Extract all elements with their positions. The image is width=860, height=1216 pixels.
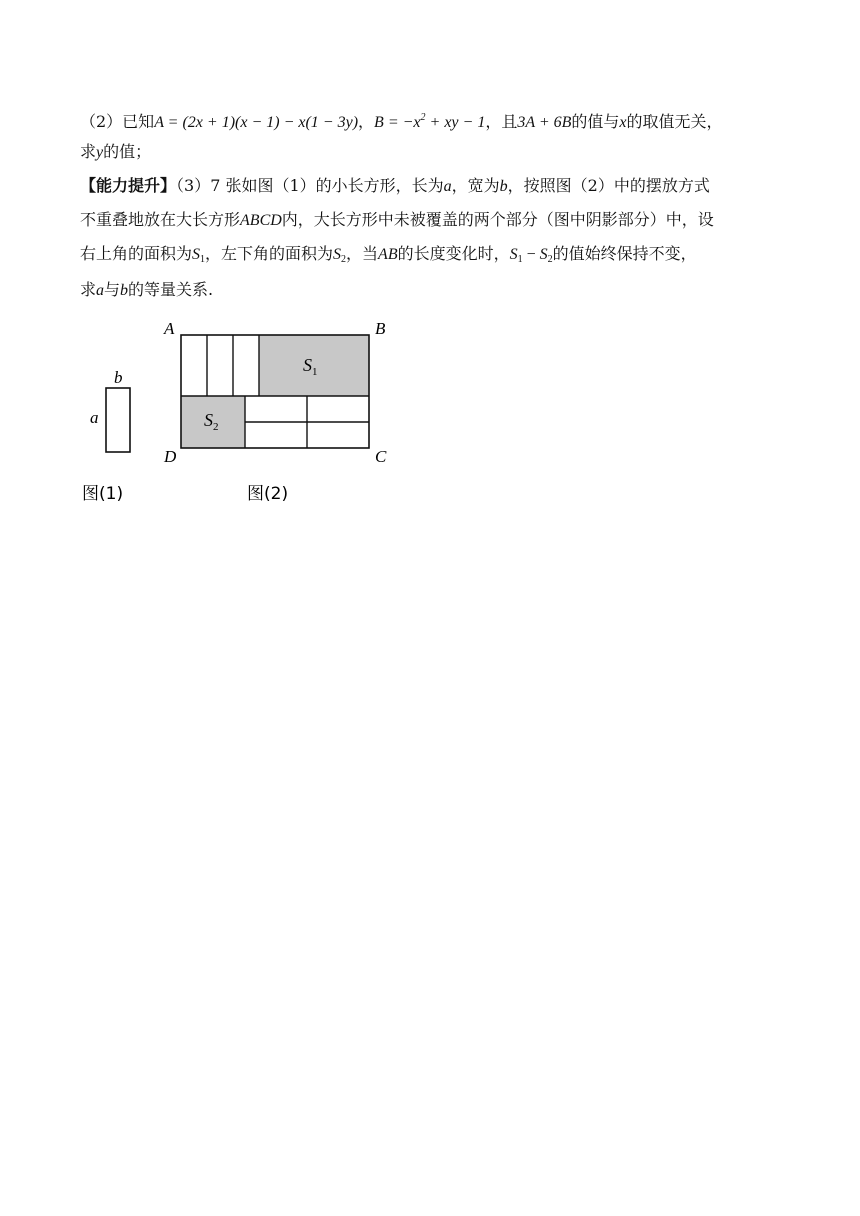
formula-B-part: B = −x bbox=[374, 114, 421, 131]
label-s2-subscript: 2 bbox=[213, 421, 219, 433]
label-a: a bbox=[90, 408, 99, 427]
text-segment: 内，大长方形中未被覆盖的两个部分（图中阴影部分）中，设 bbox=[281, 210, 714, 229]
symbol-S: S bbox=[539, 246, 548, 263]
label-s1-letter: S bbox=[303, 355, 312, 375]
subscript-1: 1 bbox=[200, 254, 206, 265]
problem3-line4 bbox=[80, 280, 213, 301]
corner-a: A bbox=[164, 319, 175, 338]
text-segment: ，宽为 bbox=[451, 176, 500, 195]
var-a: a bbox=[96, 282, 105, 299]
figure-2-caption: 图(2) bbox=[247, 484, 289, 504]
text-segment: 的值与 bbox=[571, 112, 620, 131]
label-s2-letter: S bbox=[204, 410, 213, 430]
var-y: y bbox=[96, 144, 104, 161]
problem2-line2 bbox=[80, 142, 151, 163]
problem2-line1 bbox=[80, 108, 723, 133]
text-segment: 右上角的面积为 bbox=[80, 244, 193, 263]
problem3-line2 bbox=[80, 210, 714, 231]
var-a: a bbox=[443, 178, 452, 195]
figure-2 bbox=[163, 319, 387, 504]
var-abcd: ABCD bbox=[240, 212, 282, 229]
var-x: x bbox=[619, 114, 627, 131]
corner-c: C bbox=[375, 447, 387, 466]
figure-1 bbox=[82, 368, 130, 504]
formula-B bbox=[374, 114, 485, 131]
text-segment: 的值始终保持不变， bbox=[552, 244, 697, 263]
symbol-S: S bbox=[192, 246, 201, 263]
corner-b: B bbox=[375, 319, 386, 338]
formula-B-part: + xy − 1 bbox=[425, 114, 486, 131]
text-segment: ，左下角的面积为 bbox=[205, 244, 334, 263]
formula-S1-minus-S2 bbox=[510, 246, 553, 263]
text-segment: 求 bbox=[80, 142, 97, 161]
text-segment: （3）7 张如图（1）的小长方形，长为 bbox=[176, 176, 444, 195]
subscript-2: 2 bbox=[547, 254, 553, 265]
symbol-S: S bbox=[333, 246, 342, 263]
text-segment: 求 bbox=[80, 280, 97, 299]
text-segment: ，且 bbox=[485, 112, 518, 131]
symbol-S2 bbox=[333, 246, 346, 263]
formula-B-exponent: 2 bbox=[420, 112, 426, 123]
symbol-S: S bbox=[509, 246, 518, 263]
subscript-1: 1 bbox=[517, 254, 523, 265]
corner-d: D bbox=[164, 447, 177, 466]
var-ab: AB bbox=[378, 246, 398, 263]
text-segment: 的等量关系. bbox=[128, 280, 214, 299]
text-segment: 的长度变化时， bbox=[397, 244, 510, 263]
var-b: b bbox=[499, 178, 508, 195]
figure-1-caption: 图(1) bbox=[82, 484, 124, 504]
rectangle-figures bbox=[78, 314, 398, 514]
text-segment: ，按照图（2）中的摆放方式 bbox=[507, 176, 710, 195]
problem3-line1 bbox=[80, 176, 710, 197]
formula-3A-6B: 3A + 6B bbox=[517, 114, 572, 131]
minus-sign: − bbox=[522, 246, 540, 263]
text-segment: ，当 bbox=[346, 244, 379, 263]
text-segment: 与 bbox=[104, 280, 121, 299]
symbol-S1 bbox=[192, 246, 205, 263]
label-b: b bbox=[114, 368, 123, 387]
formula-A: A = (2x + 1)(x − 1) − x(1 − 3y) bbox=[154, 114, 359, 131]
var-b: b bbox=[120, 282, 129, 299]
text-segment: 的值； bbox=[103, 142, 152, 161]
text-segment: 的取值无关， bbox=[626, 112, 723, 131]
label-s1-subscript: 1 bbox=[312, 366, 318, 378]
text-segment: （2）已知 bbox=[80, 112, 155, 131]
subscript-2: 2 bbox=[341, 254, 347, 265]
text-segment: 不重叠地放在大长方形 bbox=[80, 210, 241, 229]
text-segment: ， bbox=[358, 112, 375, 131]
problem3-line3 bbox=[80, 244, 697, 270]
section-tag: 【能力提升】 bbox=[80, 176, 177, 195]
small-rectangle bbox=[106, 388, 130, 452]
